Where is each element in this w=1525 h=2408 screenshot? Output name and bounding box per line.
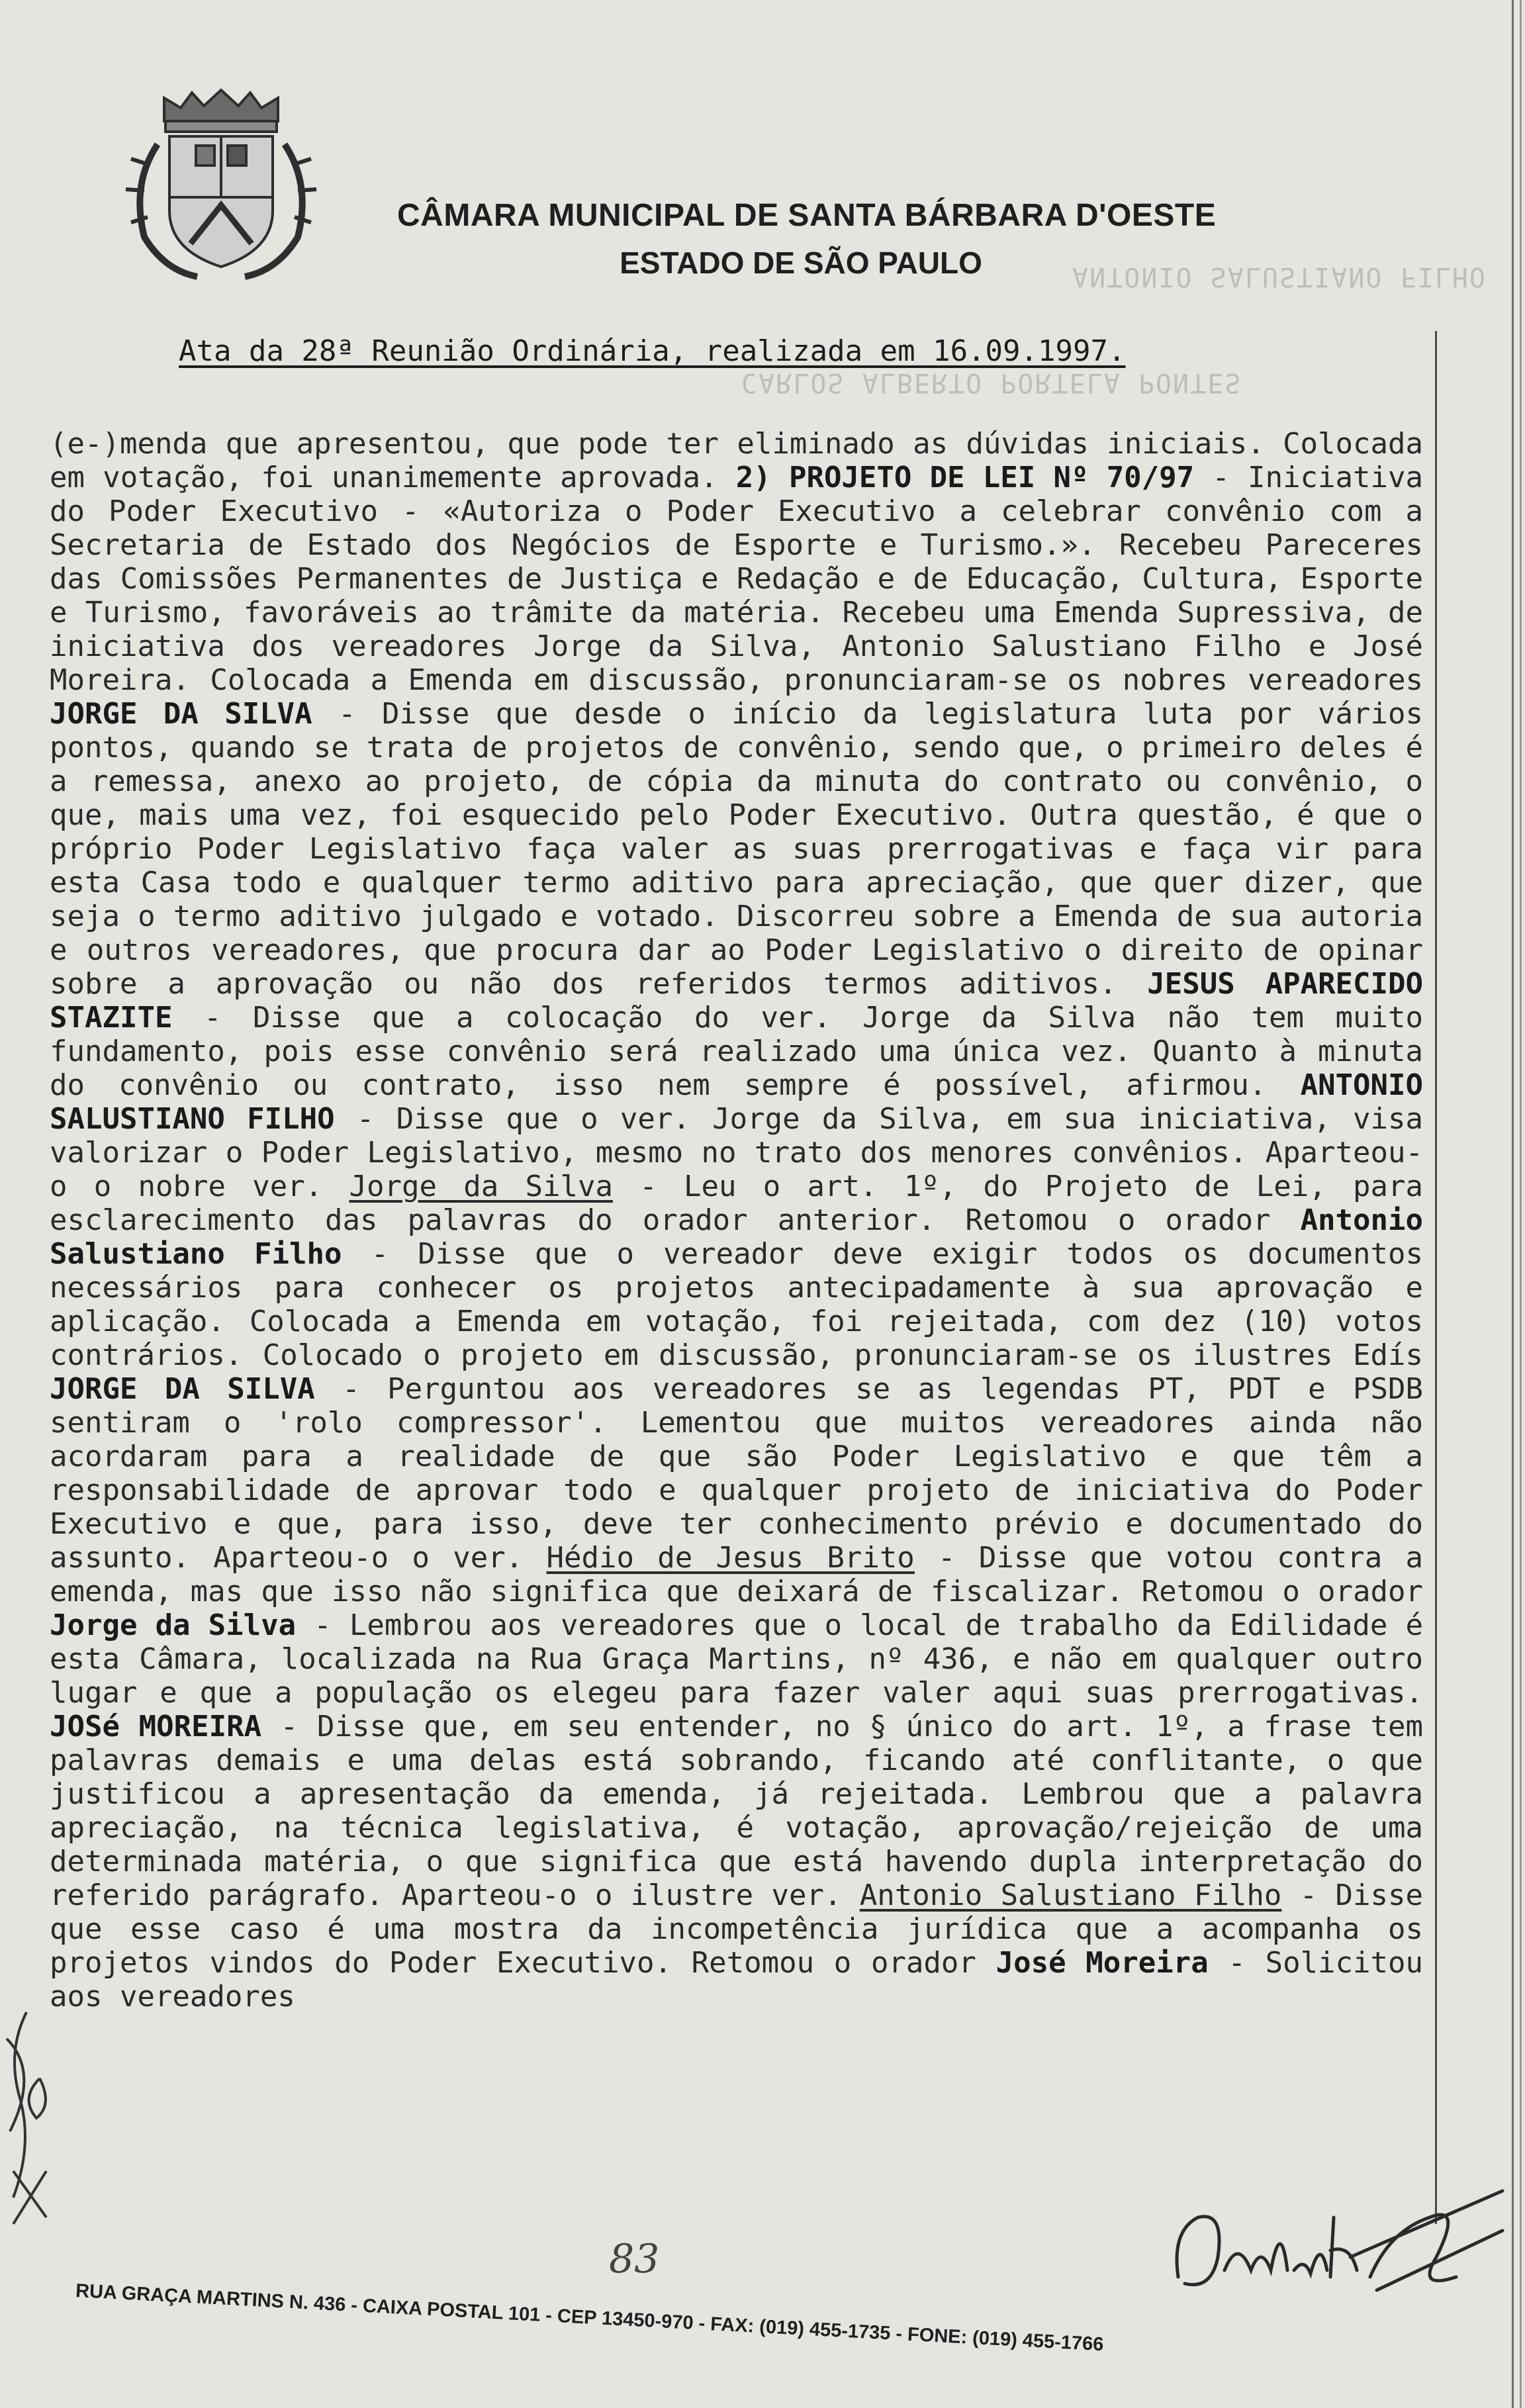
minutes-text: - Disse que votou contra a emenda, mas que isso não significa que deixará de fiscalizar. Retomou o orador <box>50 1541 1423 1608</box>
minutes-body <box>50 427 1423 2014</box>
bleed-through-text: ANTONIO SALUSTIANO FILHO <box>1072 261 1487 292</box>
minutes-text: - Disse que o ver. Jorge da Silva, em sua iniciativa, visa valorizar o Poder Legislativo, mesmo no trato dos menores convênios. Aparteou-o o nobre ver. <box>50 1102 1424 1203</box>
speaker-name: ANTONIO SALUSTIANO FILHO <box>50 1068 1424 1136</box>
minutes-text: - Disse que o vereador deve exigir todos os documentos necessários para conhecer os projetos antecipadamente à sua aprovação e aplicação. Colocada a Emenda em votação, foi rejeitada, com dez (10) votos contrários. Colocado o projeto em discussão, pronunciaram-se os ilustres Edís <box>50 1237 1423 1372</box>
right-margin-line <box>1435 331 1437 2224</box>
minutes-text: - Solicitou aos vereadores <box>50 1946 1423 2014</box>
minutes-text: - Disse que desde o início da legislatura luta por vários pontos, quando se trata de projetos de convênio, sendo que, o primeiro deles é a remessa, anexo ao projeto, de cópia da minuta do contrato ou convênio, o que, mais uma vez, foi esquecido pelo Poder Executivo. Outra questão, é que o próprio Poder Legislativo faça valer as suas prerrogativas e faça vir para esta Casa todo e qualquer termo aditivo para apreciação, que quer dizer, que seja o termo aditivo julgado e votado. Discorreu sobre a Emenda de sua autoria e outros vereadores, que procura dar ao Poder Legislativo o direito de opinar sobre a aprovação ou não dos referidos termos aditivos. <box>50 697 1423 1001</box>
minutes-text: (e-)menda que apresentou, que pode ter eliminado as dúvidas iniciais. Colocada em votação, foi unanimemente aprovada. <box>50 427 1423 494</box>
page-edge-line <box>1520 0 1522 2408</box>
speaker-name: Antonio Salustiano Filho <box>50 1203 1423 1271</box>
minutes-text: - Disse que, em seu entender, no § único do art. 1º, a frase tem palavras demais e uma delas está sobrando, ficando até conflitante, o que justificou a apresentação da emenda, já rejeitada. Lembrou que a palavra apreciação, na técnica legislativa, é votação, aprovação/rejeição de uma determinada matéria, o que significa que está havendo dupla interpretação do referido parágrafo. Aparteou-o o ilustre ver. <box>50 1710 1424 1912</box>
speaker-name: José Moreira <box>995 1946 1209 1980</box>
minutes-text: - Disse que a colocação do ver. Jorge da Silva não tem muito fundamento, pois esse convênio será realizado uma única vez. Quanto à minuta do convênio ou contrato, isso nem sempre é possível, afirmou. <box>50 1001 1423 1102</box>
coat-of-arms-icon <box>118 85 324 287</box>
speaker-name: JOSé MOREIRA <box>50 1710 262 1743</box>
bill-heading: 2) PROJETO DE LEI Nº 70/97 <box>735 461 1195 494</box>
speaker-name: Jorge da Silva <box>50 1608 297 1642</box>
minutes-text: - Leu o art. 1º, do Projeto de Lei, para esclarecimento das palavras do orador anterior. Retomou o orador <box>50 1170 1423 1237</box>
aparte-speaker: Antonio Salustiano Filho <box>859 1878 1282 1912</box>
speaker-name: JORGE DA SILVA <box>50 1372 315 1406</box>
margin-rubric-icon <box>0 1999 106 2250</box>
aparte-speaker: Hédio de Jesus Brito <box>546 1541 915 1575</box>
bleed-through-text: CARLOS ALBERTO PORTELA PONTES <box>741 367 1242 398</box>
minutes-text: - Iniciativa do Poder Executivo - «Autoriza o Poder Executivo a celebrar convênio com a Secretaria de Estado dos Negócios de Esporte e Turismo.». Recebeu Pareceres das Comissões Permanentes de Justiça e Redação e de Educação, Cultura, Esporte e Turismo, favoráveis ao trâmite da matéria. Recebeu uma Emenda Supressiva, de iniciativa dos vereadores Jorge da Silva, Antonio Salustiano Filho e José Moreira. Colocada a Emenda em discussão, pronunciaram-se os nobres vereadores <box>50 461 1423 697</box>
speaker-name: JORGE DA SILVA <box>50 697 312 731</box>
minutes-text: - Lembrou aos vereadores que o local de trabalho da Edilidade é esta Câmara, localizada na Rua Graça Martins, nº 436, e não em qualquer outro lugar e que a população os elegeu para fazer valer aqui suas prerrogativas. <box>50 1608 1423 1710</box>
minutes-text: - Perguntou aos vereadores se as legendas PT, PDT e PSDB sentiram o 'rolo compressor'. Lementou que muitos vereadores ainda não acordaram para a realidade de que são Poder Legislativo e que têm a responsabilidade de aprovar todo e qualquer projeto de iniciativa do Poder Executivo e que, para isso, deve ter conhecimento prévio e documentado do assunto. Aparteou-o o ver. <box>50 1372 1424 1575</box>
institution-name: CÂMARA MUNICIPAL DE SANTA BÁRBARA D'OESTE <box>397 198 1217 233</box>
speaker-name: JESUS APARECIDO STAZITE <box>50 967 1424 1035</box>
signature-icon <box>1152 2178 1509 2303</box>
aparte-speaker: Jorge da Silva <box>349 1170 613 1203</box>
state-name: ESTADO DE SÃO PAULO <box>620 246 982 280</box>
footer-address: RUA GRAÇA MARTINS N. 436 - CAIXA POSTAL 101 - CEP 13450-970 - FAX: (019) 455-1735 - FONE: (019) 455-1766 <box>75 2280 1105 2356</box>
minutes-title: Ata da 28ª Reunião Ordinária, realizada em 16.09.1997. <box>179 334 1126 368</box>
minutes-text: - Disse que esse caso é uma mostra da incompetência jurídica que a acompanha os projetos vindos do Poder Executivo. Retomou o orador <box>50 1878 1424 1980</box>
page-edge-line <box>1512 0 1514 2408</box>
page-number: 83 <box>609 2236 660 2282</box>
